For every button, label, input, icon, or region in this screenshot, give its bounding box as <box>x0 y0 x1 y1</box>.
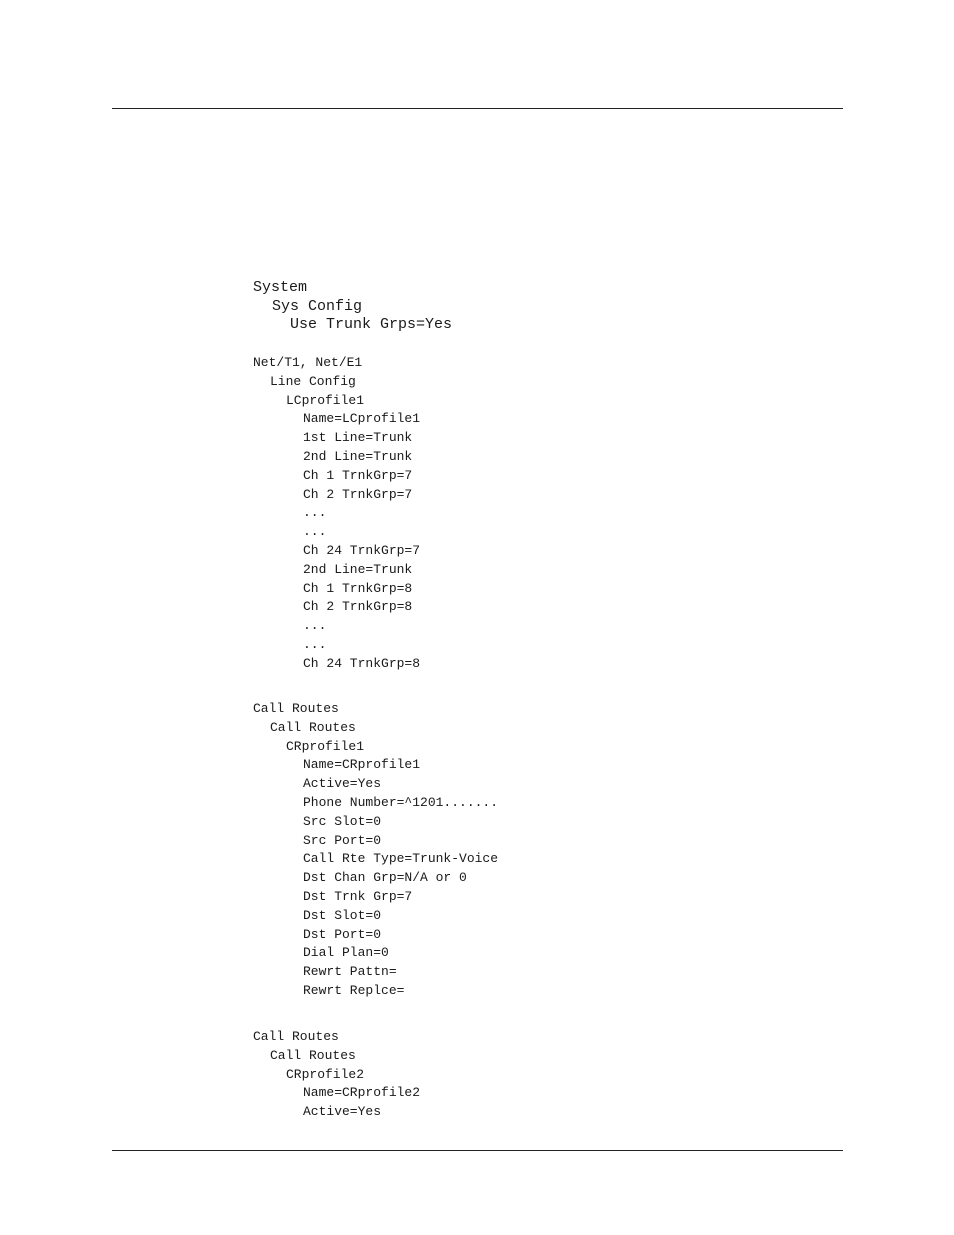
config-line: 2nd Line=Trunk <box>303 561 413 577</box>
config-line: CRprofile1 <box>286 738 365 754</box>
config-line: System <box>253 279 308 296</box>
config-line: Dst Port=0 <box>303 926 382 942</box>
config-line: 1st Line=Trunk <box>303 430 413 446</box>
config-line: Active=Yes <box>303 776 382 792</box>
config-line: ... <box>303 618 327 634</box>
config-line: Src Slot=0 <box>303 813 382 829</box>
config-line: Dst Chan Grp=N/A or 0 <box>303 870 467 886</box>
config-line: Dst Slot=0 <box>303 907 382 923</box>
config-line: Line Config <box>270 373 356 389</box>
config-line: Ch 2 TrnkGrp=7 <box>303 486 413 502</box>
config-line: ... <box>303 524 327 540</box>
config-line: Call Rte Type=Trunk-Voice <box>303 851 499 867</box>
config-line: Phone Number=^1201....... <box>303 794 499 810</box>
header-rule <box>112 108 843 109</box>
config-line: CRprofile2 <box>286 1066 365 1082</box>
config-line: ... <box>303 636 327 652</box>
config-line: ... <box>303 505 327 521</box>
config-line: Dst Trnk Grp=7 <box>303 888 413 904</box>
config-line: Name=LCprofile1 <box>303 411 421 427</box>
footer-rule <box>112 1150 843 1151</box>
config-line: Use Trunk Grps=Yes <box>290 316 453 333</box>
config-line: Name=CRprofile1 <box>303 757 421 773</box>
config-line: Src Port=0 <box>303 832 382 848</box>
config-line: Ch 1 TrnkGrp=7 <box>303 467 413 483</box>
config-line: Dial Plan=0 <box>303 945 389 961</box>
config-line: Rewrt Pattn= <box>303 964 397 980</box>
config-line: 2nd Line=Trunk <box>303 448 413 464</box>
config-line: LCprofile1 <box>286 392 365 408</box>
config-line: Call Routes <box>253 701 339 716</box>
config-line: Call Routes <box>270 719 356 735</box>
config-line: Ch 24 TrnkGrp=7 <box>303 542 421 558</box>
config-line: Active=Yes <box>303 1104 382 1120</box>
config-line: Call Routes <box>253 1029 339 1044</box>
config-line: Name=CRprofile2 <box>303 1085 421 1101</box>
config-line: Ch 2 TrnkGrp=8 <box>303 599 413 615</box>
call-route-2-block <box>253 1028 420 1122</box>
config-line: Ch 1 TrnkGrp=8 <box>303 580 413 596</box>
config-line: Ch 24 TrnkGrp=8 <box>303 655 421 671</box>
system-config-block <box>253 279 452 335</box>
config-line: Call Routes <box>270 1047 356 1063</box>
call-route-1-block <box>253 700 498 1001</box>
line-config-block <box>253 354 420 674</box>
config-line: Net/T1, Net/E1 <box>253 355 363 370</box>
config-line: Rewrt Replce= <box>303 982 405 998</box>
config-line: Sys Config <box>272 297 363 315</box>
